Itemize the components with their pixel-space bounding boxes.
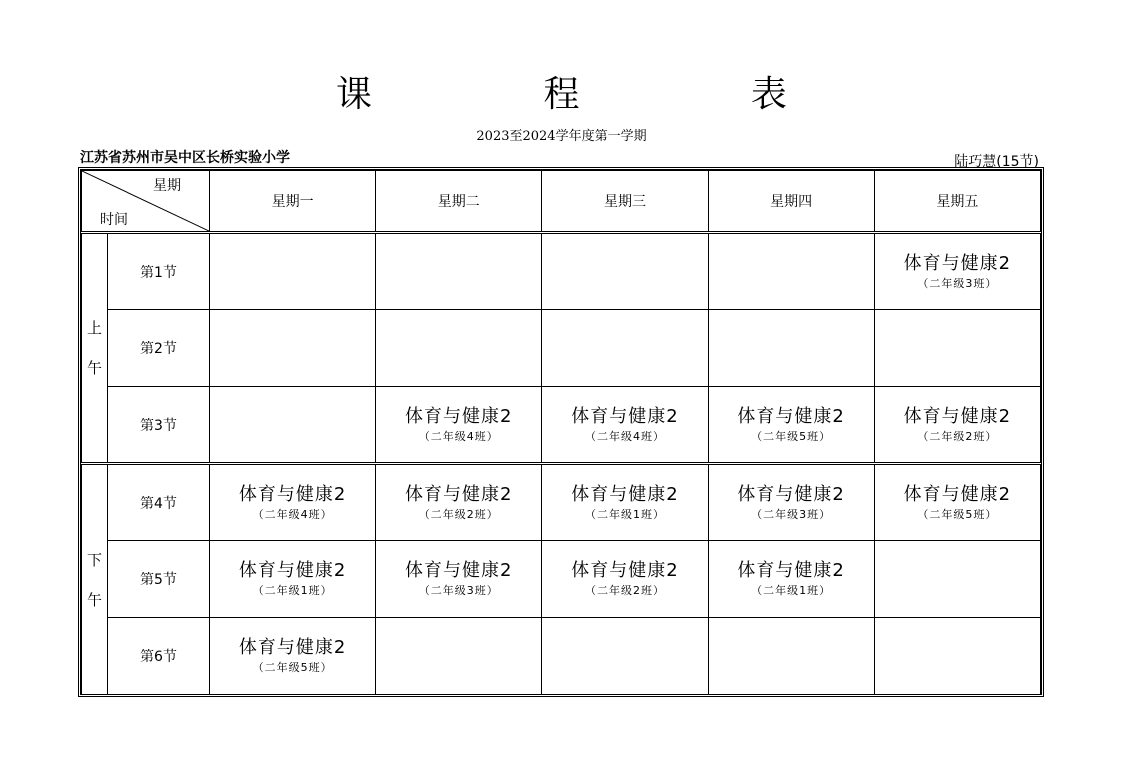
day-header: 星期三 [542, 171, 708, 233]
period-label: 第1节 [108, 233, 210, 310]
schedule-cell [542, 310, 708, 387]
course-name: 体育与健康2 [571, 483, 679, 505]
schedule-cell [376, 618, 542, 695]
day-header: 星期四 [708, 171, 874, 233]
schedule-cell [874, 464, 1040, 541]
schedule-cell [708, 464, 874, 541]
corner-cell [82, 171, 210, 233]
schedule-cell [210, 233, 376, 310]
period-label: 第5节 [108, 541, 210, 618]
day-header: 星期二 [376, 171, 542, 233]
schedule-cell [210, 464, 376, 541]
period-row [82, 387, 1041, 464]
period-row [82, 310, 1041, 387]
class-name: （二年级4班） [418, 429, 499, 443]
schedule-cell [376, 541, 542, 618]
class-name: （二年级4班） [252, 507, 333, 521]
day-header: 星期五 [874, 171, 1040, 233]
day-header: 星期一 [210, 171, 376, 233]
period-label: 第2节 [108, 310, 210, 387]
schedule-cell [542, 618, 708, 695]
class-name: （二年级5班） [917, 507, 998, 521]
course-name: 体育与健康2 [571, 405, 679, 427]
section-cell [82, 464, 108, 695]
period-row [82, 233, 1041, 310]
header-row [82, 171, 1041, 233]
course-name: 体育与健康2 [571, 560, 679, 581]
teacher-name: 陆巧慧(15节) [954, 154, 1039, 170]
class-name: （二年级1班） [751, 584, 832, 597]
schedule-cell [708, 541, 874, 618]
schedule-cell [708, 310, 874, 387]
schedule-cell [376, 233, 542, 310]
class-name: （二年级5班） [252, 661, 333, 674]
schedule-cell [874, 233, 1040, 310]
course-name: 体育与健康2 [405, 560, 513, 581]
class-name: （二年级1班） [252, 584, 333, 597]
course-name: 体育与健康2 [238, 483, 347, 505]
course-name: 体育与健康2 [903, 405, 1012, 427]
schedule-cell [542, 387, 708, 464]
section-label: 午 [86, 590, 102, 609]
schedule-cell [542, 233, 708, 310]
timetable-grid [81, 170, 1041, 695]
schedule-cell [708, 618, 874, 695]
course-name: 体育与健康2 [238, 637, 347, 658]
schedule-cell [874, 541, 1040, 618]
schedule-cell [542, 541, 708, 618]
class-name: （二年级5班） [751, 429, 832, 443]
class-name: （二年级2班） [917, 429, 998, 443]
schedule-cell [210, 618, 376, 695]
class-name: （二年级1班） [584, 507, 665, 521]
period-row [82, 464, 1041, 541]
class-name: （二年级2班） [418, 507, 499, 521]
schedule-cell [708, 387, 874, 464]
schedule-cell [210, 387, 376, 464]
schedule-cell [210, 541, 376, 618]
course-name: 体育与健康2 [405, 483, 513, 505]
course-name: 体育与健康2 [737, 405, 845, 427]
section-cell [82, 233, 108, 464]
course-name: 体育与健康2 [737, 560, 845, 581]
class-name: （二年级3班） [751, 507, 832, 521]
page-title: 课 程 表 [336, 74, 867, 115]
schedule-cell [376, 464, 542, 541]
schedule-cell [708, 233, 874, 310]
section-label: 午 [86, 359, 102, 377]
course-name: 体育与健康2 [405, 405, 513, 427]
course-name: 体育与健康2 [903, 252, 1012, 274]
period-label: 第3节 [108, 387, 210, 464]
semester-subtitle: 2023至2024学年度第一学期 [476, 129, 647, 144]
section-label: 上 [86, 319, 102, 337]
schedule-cell [874, 310, 1040, 387]
corner-time-label: 时间 [100, 212, 128, 228]
timetable [78, 167, 1044, 697]
class-name: （二年级4班） [584, 429, 665, 443]
period-label: 第4节 [108, 464, 210, 541]
schedule-cell [874, 618, 1040, 695]
schedule-cell [874, 387, 1040, 464]
school-name: 江苏省苏州市吴中区长桥实验小学 [80, 150, 290, 166]
class-name: （二年级3班） [418, 584, 499, 597]
corner-weekday-label: 星期 [153, 178, 181, 194]
schedule-cell [542, 464, 708, 541]
course-name: 体育与健康2 [238, 560, 347, 581]
period-label: 第6节 [108, 618, 210, 695]
course-name: 体育与健康2 [737, 483, 845, 505]
schedule-cell [376, 310, 542, 387]
class-name: （二年级2班） [584, 584, 665, 597]
section-label: 下 [86, 550, 102, 569]
course-name: 体育与健康2 [903, 483, 1012, 505]
class-name: （二年级3班） [917, 276, 998, 290]
period-row [82, 541, 1041, 618]
schedule-cell [376, 387, 542, 464]
schedule-cell [210, 310, 376, 387]
period-row [82, 618, 1041, 695]
